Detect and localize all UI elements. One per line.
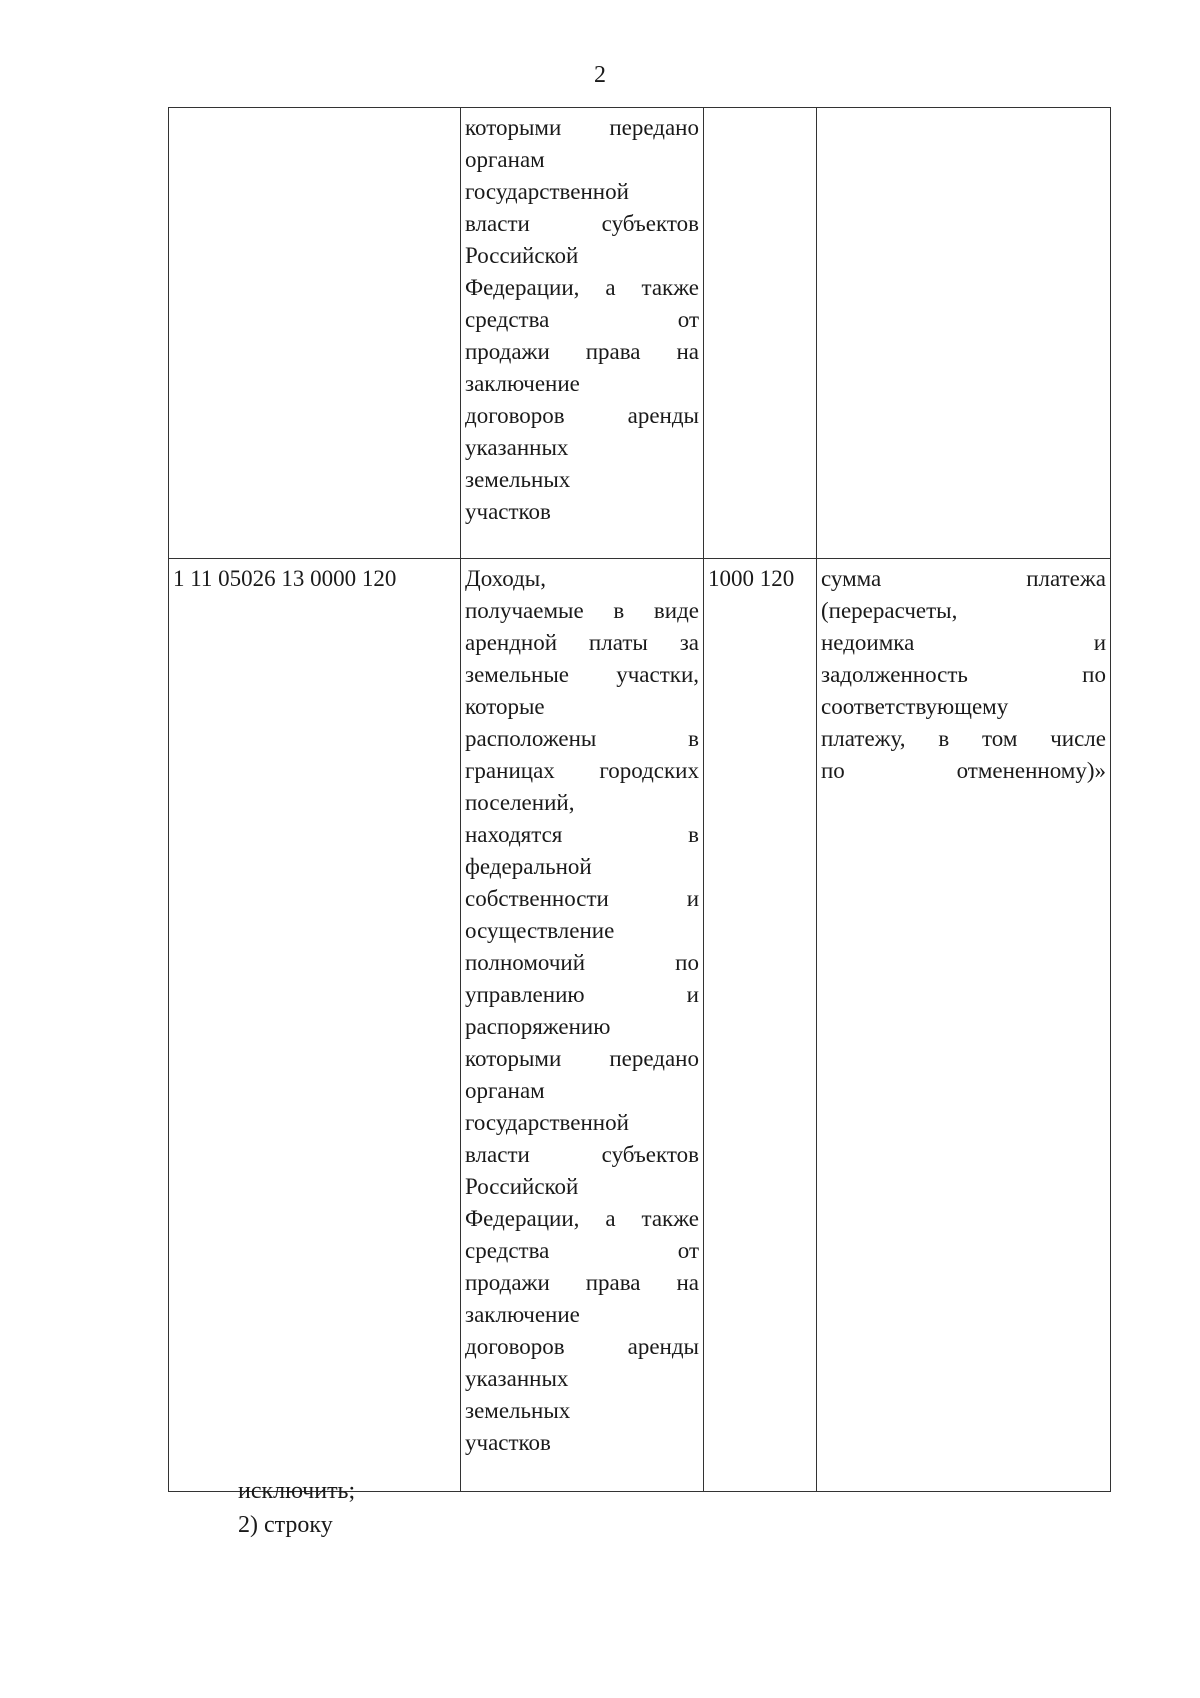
document-table bbox=[168, 107, 1111, 1492]
description-line: государственной bbox=[465, 1110, 629, 1135]
subtype-code-cell: 1000 120 bbox=[704, 559, 817, 1492]
description-line: договоров аренды bbox=[465, 1334, 699, 1359]
description-line: расположены в bbox=[465, 726, 699, 751]
description-line: власти субъектов bbox=[465, 211, 699, 236]
page-number: 2 bbox=[594, 62, 606, 88]
description-line: средства от bbox=[465, 307, 699, 332]
description-line: государственной bbox=[465, 179, 629, 204]
description-line: которые bbox=[465, 694, 545, 719]
description-line: средства от bbox=[465, 1238, 699, 1263]
note-line: сумма платежа bbox=[821, 566, 1106, 591]
description-line: которыми передано bbox=[465, 1046, 699, 1071]
description-line: находятся в bbox=[465, 822, 699, 847]
note-line: недоимка и bbox=[821, 630, 1106, 655]
note-line: соответствующему bbox=[821, 694, 1009, 719]
table-row bbox=[169, 108, 1111, 559]
description-line: Федерации, а также bbox=[465, 1206, 699, 1231]
income-code-cell: 1 11 05026 13 0000 120 bbox=[169, 559, 461, 1492]
description-line: продажи права на bbox=[465, 1270, 699, 1295]
description-line: управлению и bbox=[465, 982, 699, 1007]
description-line: арендной платы за bbox=[465, 630, 699, 655]
description-line: участков bbox=[465, 1430, 551, 1455]
description-line: Российской bbox=[465, 1174, 579, 1199]
payment-note-cell bbox=[817, 559, 1111, 1492]
description-line: органам bbox=[465, 147, 545, 172]
note-line: платежу, в том числе bbox=[821, 726, 1106, 751]
description-line: границах городских bbox=[465, 758, 699, 783]
note-line: задолженность по bbox=[821, 662, 1106, 687]
description-line: Федерации, а также bbox=[465, 275, 699, 300]
description-line: Доходы, bbox=[465, 566, 546, 591]
subtype-code-cell bbox=[704, 108, 817, 559]
payment-note-cell bbox=[817, 108, 1111, 559]
table-row bbox=[169, 559, 1111, 1492]
description-line: полномочий по bbox=[465, 950, 699, 975]
income-code-cell bbox=[169, 108, 461, 559]
description-line: распоряжению bbox=[465, 1014, 611, 1039]
next-item-text: 2) строку bbox=[238, 1512, 333, 1538]
description-line: земельных bbox=[465, 467, 571, 492]
description-line: земельных bbox=[465, 1398, 571, 1423]
description-line: продажи права на bbox=[465, 339, 699, 364]
description-line: заключение bbox=[465, 371, 580, 396]
description-line: осуществление bbox=[465, 918, 615, 943]
description-line: поселений, bbox=[465, 790, 575, 815]
income-description-cell bbox=[461, 559, 704, 1492]
description-line: собственности и bbox=[465, 886, 699, 911]
description-line: договоров аренды bbox=[465, 403, 699, 428]
description-line: которыми передано bbox=[465, 115, 699, 140]
description-line: власти субъектов bbox=[465, 1142, 699, 1167]
description-line: заключение bbox=[465, 1302, 580, 1327]
exclude-text: исключить; bbox=[238, 1478, 356, 1504]
note-line: по отмененному)» bbox=[821, 758, 1106, 783]
description-line: органам bbox=[465, 1078, 545, 1103]
description-line: указанных bbox=[465, 435, 569, 460]
income-description-cell bbox=[461, 108, 704, 559]
description-line: земельные участки, bbox=[465, 662, 699, 687]
description-line: получаемые в виде bbox=[465, 598, 699, 623]
description-line: федеральной bbox=[465, 854, 592, 879]
description-line: Российской bbox=[465, 243, 579, 268]
description-line: участков bbox=[465, 499, 551, 524]
note-line: (перерасчеты, bbox=[821, 598, 958, 623]
description-line: указанных bbox=[465, 1366, 569, 1391]
